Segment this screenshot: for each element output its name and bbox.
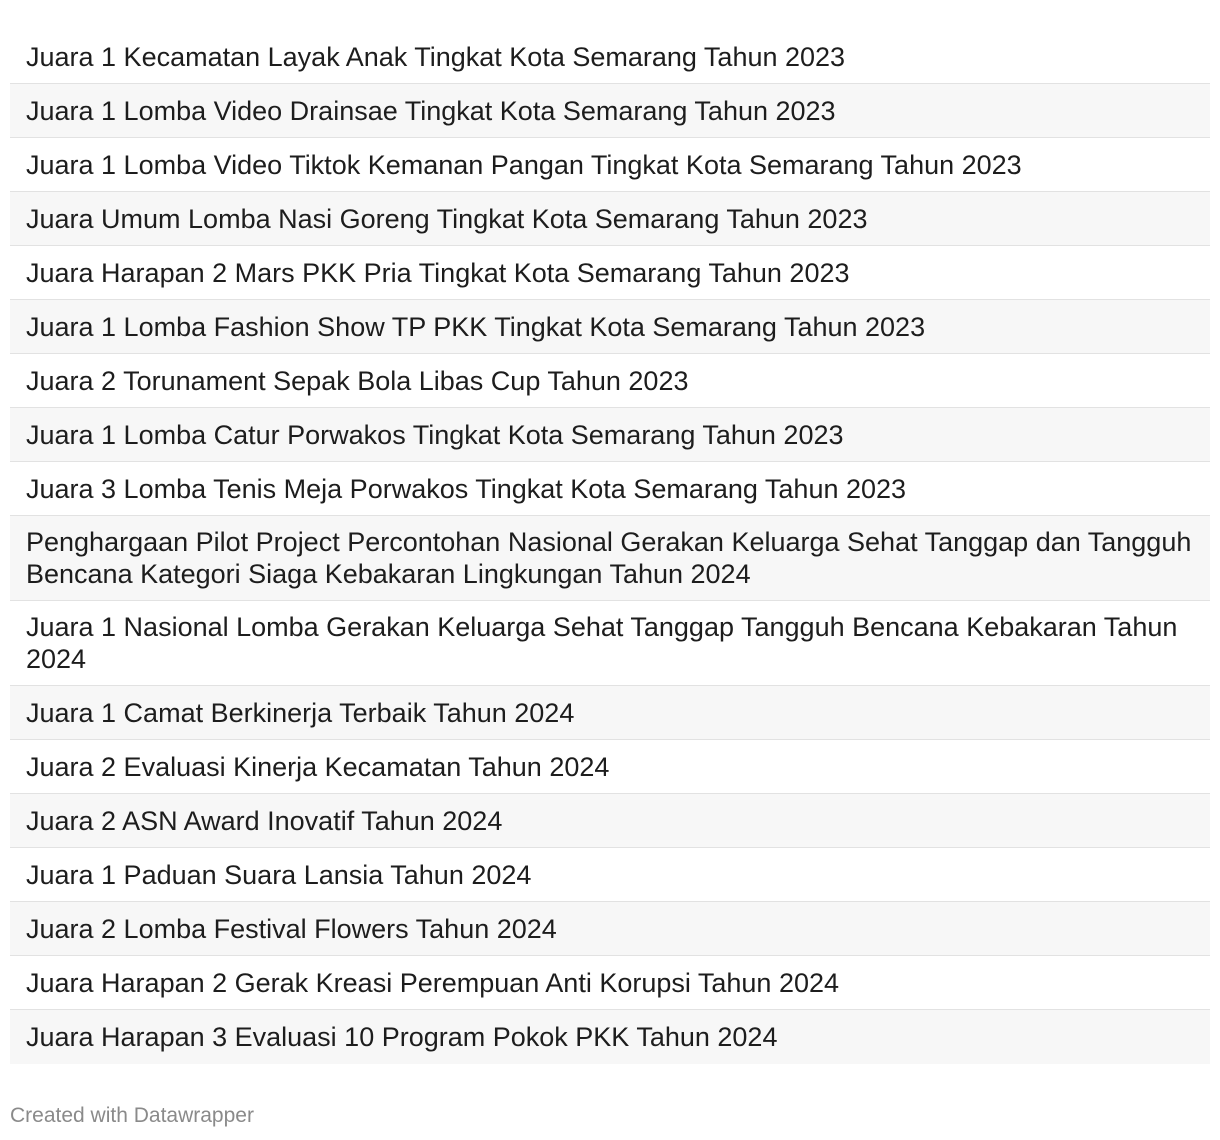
- row-text: Juara 2 Torunament Sepak Bola Libas Cup Tahun 2023: [26, 365, 689, 396]
- row-text: Juara 1 Lomba Fashion Show TP PKK Tingkat Kota Semarang Tahun 2023: [26, 311, 926, 342]
- table-row: [10, 462, 1210, 516]
- row-text: Juara 3 Lomba Tenis Meja Porwakos Tingkat Kota Semarang Tahun 2023: [26, 473, 907, 504]
- table-row: [10, 354, 1210, 408]
- table-row: [10, 246, 1210, 300]
- row-text: Penghargaan Pilot Project Percontohan Nasional Gerakan Keluarga Sehat Tanggap dan Tangguh Bencana Kategori Siaga Kebakaran Lingkungan Tahun 2024: [26, 527, 1192, 589]
- row-text: Juara 1 Paduan Suara Lansia Tahun 2024: [26, 859, 532, 890]
- table-row: [10, 902, 1210, 956]
- row-text: Juara 1 Lomba Video Tiktok Kemanan Pangan Tingkat Kota Semarang Tahun 2023: [26, 149, 1022, 180]
- table-row: [10, 601, 1210, 686]
- table-row: [10, 956, 1210, 1010]
- row-text: Juara Harapan 2 Gerak Kreasi Perempuan Anti Korupsi Tahun 2024: [26, 967, 840, 998]
- row-text: Juara Harapan 2 Mars PKK Pria Tingkat Kota Semarang Tahun 2023: [26, 257, 850, 288]
- row-text: Juara 1 Camat Berkinerja Terbaik Tahun 2024: [26, 697, 575, 728]
- row-text: Juara 2 Evaluasi Kinerja Kecamatan Tahun 2024: [26, 751, 610, 782]
- row-text: Juara 1 Nasional Lomba Gerakan Keluarga Sehat Tanggap Tangguh Bencana Kebakaran Tahun 2024: [26, 612, 1178, 674]
- row-text: Juara 2 Lomba Festival Flowers Tahun 2024: [26, 913, 557, 944]
- table-row: [10, 794, 1210, 848]
- row-text: Juara 1 Lomba Catur Porwakos Tingkat Kota Semarang Tahun 2023: [26, 419, 844, 450]
- table-row: [10, 300, 1210, 354]
- row-text: Juara Umum Lomba Nasi Goreng Tingkat Kota Semarang Tahun 2023: [26, 203, 868, 234]
- table-row: [10, 30, 1210, 84]
- table-row: [10, 848, 1210, 902]
- row-text: Juara Harapan 3 Evaluasi 10 Program Pokok PKK Tahun 2024: [26, 1022, 778, 1052]
- row-text: Juara 1 Lomba Video Drainsae Tingkat Kota Semarang Tahun 2023: [26, 95, 836, 126]
- table-row: [10, 138, 1210, 192]
- datawrapper-credit[interactable]: Created with Datawrapper: [10, 1104, 254, 1127]
- table-row: [10, 740, 1210, 794]
- table-row: [10, 192, 1210, 246]
- table-row: [10, 1010, 1210, 1064]
- table-row: [10, 516, 1210, 601]
- table-row: [10, 84, 1210, 138]
- row-text: Juara 1 Kecamatan Layak Anak Tingkat Kota Semarang Tahun 2023: [26, 41, 846, 72]
- achievements-table: [10, 30, 1210, 1064]
- table-row: [10, 686, 1210, 740]
- row-text: Juara 2 ASN Award Inovatif Tahun 2024: [26, 805, 503, 836]
- table-row: [10, 408, 1210, 462]
